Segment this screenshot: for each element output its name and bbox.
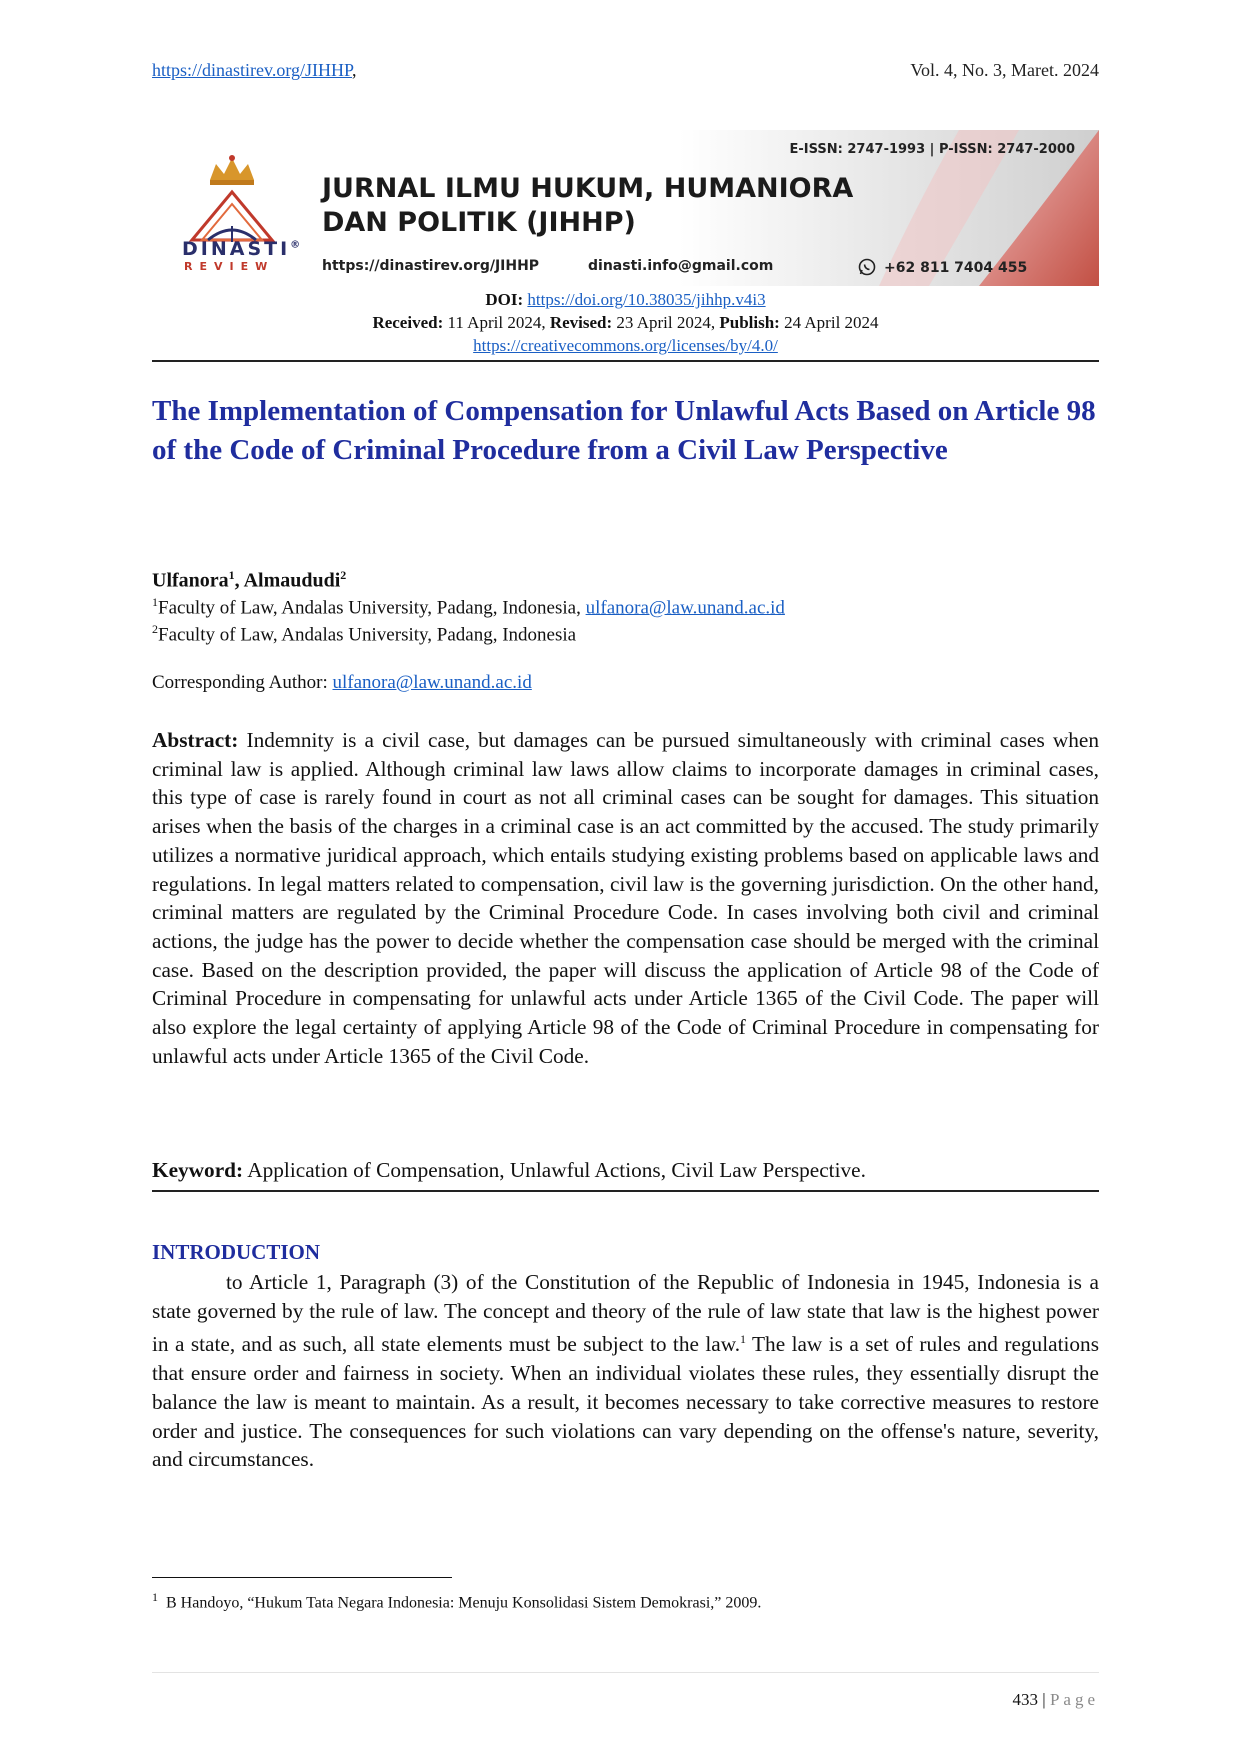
- banner-email: dinasti.info@gmail.com: [588, 258, 774, 274]
- author-1-sup: 1: [228, 568, 235, 582]
- banner-phone: [858, 258, 1027, 276]
- corresponding-author: [152, 672, 532, 694]
- abstract-label: Abstract:: [152, 728, 239, 752]
- page-number-value: 433: [1012, 1690, 1039, 1709]
- affiliation-1: [152, 595, 785, 619]
- intro-text-part1: to Article 1, Paragraph (3) of the Constitution of the Republic of Indonesia in 1945, Indonesia is a state governed by the rule of law. The concept and theory of the rule of law state that law is the highest power in a state, and as such, all state elements must be subject to the law.: [152, 1270, 1099, 1357]
- license-line: [152, 334, 1099, 357]
- logo-subtitle: REVIEW: [184, 260, 275, 273]
- author-separator: ,: [234, 569, 244, 592]
- dates-line: [152, 311, 1099, 334]
- logo-registered: ®: [290, 239, 304, 251]
- footnote-reference[interactable]: 1: [740, 1332, 747, 1347]
- journal-url-link[interactable]: https://dinastirev.org/JIHHP: [152, 60, 353, 80]
- keyword-text: Application of Compensation, Unlawful Actions, Civil Law Perspective.: [243, 1158, 866, 1182]
- page-number: [1013, 1690, 1099, 1710]
- whatsapp-icon: [858, 258, 876, 276]
- logo-name: DINASTI: [182, 238, 291, 260]
- article-meta: [152, 288, 1099, 357]
- running-header-left: [152, 60, 357, 81]
- keywords: [152, 1158, 1099, 1183]
- footnote-text: B Handoyo, “Hukum Tata Negara Indonesia: Menuju Konsolidasi Sistem Demokrasi,” 2009.: [166, 1594, 762, 1612]
- logo-wordmark: [182, 238, 303, 260]
- doi-link[interactable]: https://doi.org/10.38035/jihhp.v4i3: [527, 290, 766, 309]
- abstract: [152, 726, 1099, 1070]
- publish-date: 24 April 2024: [784, 313, 879, 332]
- introduction-paragraph: [152, 1268, 1099, 1474]
- journal-banner: [152, 130, 1099, 286]
- revised-label: Revised:: [549, 313, 613, 332]
- author-1: Ulfanora: [152, 569, 229, 592]
- issn-info: E-ISSN: 2747-1993 | P-ISSN: 2747-2000: [789, 142, 1075, 157]
- journal-name-line1: JURNAL ILMU HUKUM, HUMANIORA: [322, 173, 854, 204]
- footnote-number: 1: [152, 1590, 158, 1604]
- footnote: [152, 1590, 761, 1612]
- corresponding-label: Corresponding Author:: [152, 672, 333, 693]
- page-label: Page: [1049, 1690, 1099, 1709]
- journal-name-line2: DAN POLITIK (JIHHP): [322, 207, 636, 238]
- journal-name: [322, 172, 853, 240]
- intro-text-part2: The law is a set of rules and regulations that ensure order and fairness in society. When an individual violates these rules, they essentially disrupt the balance the law is meant to maintain. As a result, it becomes necessary to take corrective measures to restore order and justice. The consequences for such violations can vary depending on the offense's nature, severity, and circumstances.: [152, 1332, 1099, 1472]
- author-2: Almaududi: [243, 569, 341, 592]
- publish-label: Publish:: [719, 313, 780, 332]
- volume-info: Vol. 4, No. 3, Maret. 2024: [910, 60, 1099, 80]
- affiliation-2-text: Faculty of Law, Andalas University, Padang, Indonesia: [158, 624, 577, 646]
- received-label: Received:: [372, 313, 444, 332]
- introduction-heading: INTRODUCTION: [152, 1240, 321, 1264]
- running-header-comma: ,: [352, 60, 357, 80]
- doi-label: DOI:: [485, 290, 524, 309]
- banner-phone-number: +62 811 7404 455: [884, 260, 1028, 276]
- license-link[interactable]: https://creativecommons.org/licenses/by/4.0/: [473, 336, 778, 355]
- footnote-divider: [152, 1577, 452, 1578]
- keyword-label: Keyword:: [152, 1158, 244, 1182]
- corresponding-email[interactable]: ulfanora@law.unand.ac.id: [332, 672, 532, 693]
- affiliation-2-sup: 2: [152, 622, 158, 636]
- affiliation-1-text: Faculty of Law, Andalas University, Padang, Indonesia,: [158, 597, 586, 619]
- article-title: The Implementation of Compensation for Unlawful Acts Based on Article 98 of the Code of Criminal Procedure from a Civil Law Perspective: [152, 395, 1096, 466]
- affiliation-2: [152, 622, 576, 646]
- header-divider: [152, 360, 1099, 362]
- affiliation-1-sup: 1: [152, 595, 158, 609]
- banner-website: https://dinastirev.org/JIHHP: [322, 258, 540, 274]
- author-list: [152, 568, 346, 593]
- received-date: 11 April 2024,: [447, 313, 546, 332]
- revised-date: 23 April 2024,: [616, 313, 716, 332]
- doi-line: [152, 288, 1099, 311]
- page-number-separator: |: [1038, 1690, 1050, 1709]
- keyword-divider: [152, 1190, 1099, 1192]
- footer-divider: [152, 1672, 1099, 1673]
- author-2-sup: 2: [340, 568, 347, 582]
- abstract-text: Indemnity is a civil case, but damages can be pursued simultaneously with criminal cases when criminal law is applied. Although criminal law laws allow claims to incorporate damages in criminal cases, this type of case is rarely found in court as not all criminal cases can be sought for damages. This situation arises when the basis of the charges in a criminal case is an act committed by the accused. The study primarily utilizes a normative juridical approach, which entails studying existing problems based on applicable laws and regulations. In legal matters related to compensation, civil law is the governing jurisdiction. On the other hand, criminal matters are regulated by the Criminal Procedure Code. In cases involving both civil and criminal actions, the judge has the power to decide whether the compensation case should be merged with the criminal case. Based on the description provided, the paper will discuss the application of Article 98 of the Code of Criminal Procedure in compensating for unlawful acts under Article 1365 of the Civil Code. The paper will also explore the legal certainty of applying Article 98 of the Code of Criminal Procedure in compensating for unlawful acts under Article 1365 of the Civil Code.: [152, 728, 1099, 1068]
- paper-page: [152, 0, 1099, 1754]
- affiliation-1-email[interactable]: ulfanora@law.unand.ac.id: [585, 597, 785, 619]
